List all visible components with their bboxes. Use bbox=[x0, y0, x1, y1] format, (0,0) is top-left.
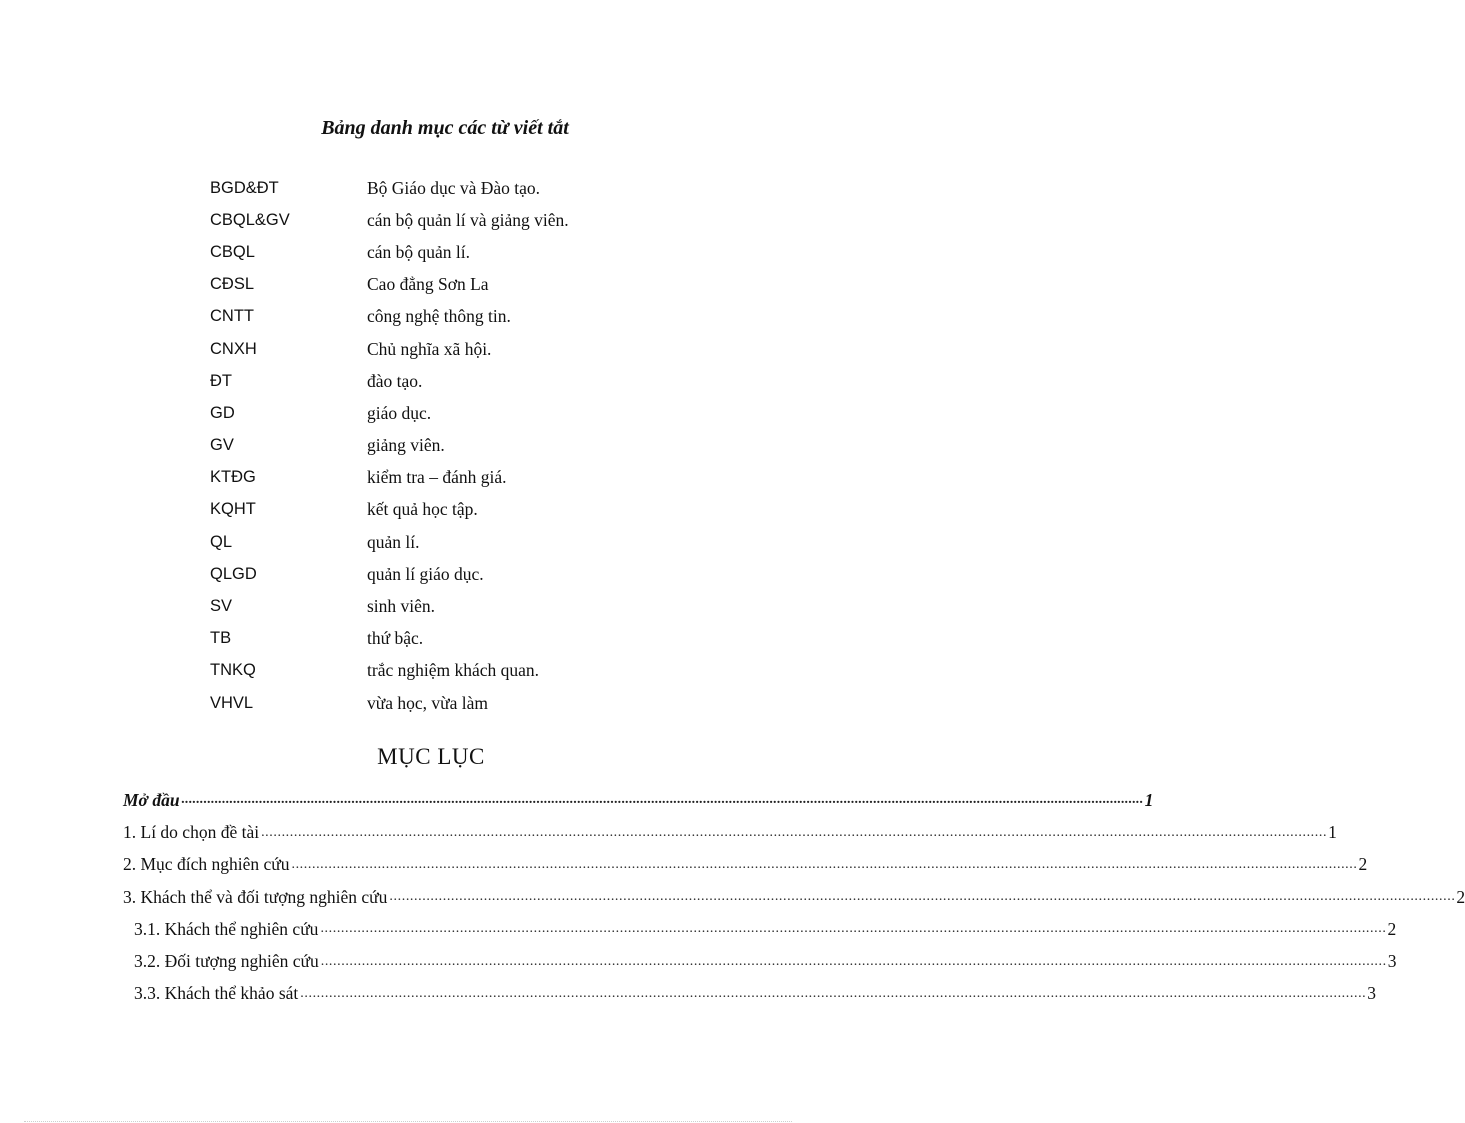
abbreviation-meaning: Bộ Giáo dục và Đào tạo. bbox=[367, 177, 541, 198]
toc-title: MỤC LỤC bbox=[377, 744, 485, 769]
abbreviation-code: CBQL bbox=[210, 242, 255, 261]
toc-entry-label: 1. Lí do chọn đề tài bbox=[123, 821, 260, 842]
abbreviation-meaning: sinh viên. bbox=[367, 596, 436, 617]
abbreviation-meaning: quản lí giáo dục. bbox=[367, 563, 484, 584]
abbreviation-code: TB bbox=[210, 629, 232, 648]
abbreviation-meaning: quản lí. bbox=[367, 531, 420, 552]
abbreviation-code: CĐSL bbox=[210, 275, 255, 294]
toc-page-number: 3 bbox=[1367, 983, 1377, 1004]
abbreviation-row bbox=[210, 623, 690, 655]
toc-entry-label: 3.3. Khách thể khảo sát bbox=[134, 983, 299, 1004]
toc-dot-leader: .................................................................................................................................................................................................................................................................... bbox=[181, 792, 1144, 808]
table-of-contents bbox=[123, 784, 1465, 1010]
toc-entry[interactable] bbox=[123, 849, 1368, 881]
abbreviation-meaning: Chủ nghĩa xã hội. bbox=[367, 338, 492, 359]
toc-page-number: 2 bbox=[1387, 918, 1397, 939]
abbreviation-row bbox=[210, 172, 690, 204]
abbreviation-code: SV bbox=[210, 597, 233, 616]
toc-page-number: 2 bbox=[1358, 854, 1368, 875]
abbreviation-meaning: giáo dục. bbox=[367, 402, 432, 423]
toc-page-number: 1 bbox=[1328, 821, 1337, 842]
abbreviation-meaning: kết quả học tập. bbox=[367, 499, 478, 520]
toc-entry-label: 3. Khách thể và đối tượng nghiên cứu bbox=[123, 886, 388, 907]
abbreviation-code: CBQL&GV bbox=[210, 210, 290, 229]
toc-dot-leader: .................................................................................................................................................................................................................................................................... bbox=[291, 856, 1358, 872]
page-bottom-divider bbox=[24, 1121, 792, 1122]
toc-page-number: 3 bbox=[1387, 951, 1397, 972]
abbreviation-row bbox=[210, 558, 690, 590]
abbreviation-code: GV bbox=[210, 436, 234, 455]
abbreviation-code: CNXH bbox=[210, 339, 257, 358]
abbreviation-row bbox=[210, 204, 690, 236]
abbreviation-meaning: giảng viên. bbox=[367, 435, 445, 456]
abbreviation-row bbox=[210, 236, 690, 268]
abbreviation-meaning: vừa học, vừa làm bbox=[367, 692, 489, 713]
toc-subentry[interactable] bbox=[123, 978, 1377, 1010]
abbreviations-title: Bảng danh mục các từ viết tắt bbox=[321, 117, 569, 139]
abbreviation-code: CNTT bbox=[210, 307, 254, 326]
toc-subentry[interactable] bbox=[123, 913, 1397, 945]
abbreviation-row bbox=[210, 333, 690, 365]
toc-dot-leader: .................................................................................................................................................................................................................................................................... bbox=[261, 824, 1328, 840]
toc-subentry[interactable] bbox=[123, 945, 1397, 977]
toc-entry-label: 3.2. Đối tượng nghiên cứu bbox=[134, 951, 319, 972]
toc-entry[interactable] bbox=[123, 816, 1337, 848]
abbreviation-meaning: Cao đẳng Sơn La bbox=[367, 274, 489, 295]
toc-dot-leader: .................................................................................................................................................................................................................................................................... bbox=[389, 889, 1456, 905]
abbreviation-meaning: kiểm tra – đánh giá. bbox=[367, 467, 507, 488]
toc-page-number: 1 bbox=[1144, 789, 1154, 810]
toc-entry[interactable] bbox=[123, 881, 1465, 913]
abbreviation-row bbox=[210, 687, 690, 719]
abbreviation-row bbox=[210, 430, 690, 462]
abbreviation-row bbox=[210, 494, 690, 526]
abbreviation-meaning: công nghệ thông tin. bbox=[367, 306, 511, 327]
abbreviation-code: GD bbox=[210, 403, 235, 422]
abbreviation-code: TNKQ bbox=[210, 661, 256, 680]
abbreviation-row bbox=[210, 365, 690, 397]
abbreviation-meaning: trắc nghiệm khách quan. bbox=[367, 660, 540, 681]
abbreviation-code: KTĐG bbox=[210, 468, 256, 487]
abbreviation-row bbox=[210, 655, 690, 687]
abbreviation-row bbox=[210, 397, 690, 429]
abbreviation-meaning: cán bộ quản lí và giảng viên. bbox=[367, 209, 569, 230]
toc-dot-leader: .................................................................................................................................................................................................................................................................... bbox=[320, 953, 1387, 969]
abbreviation-meaning: đào tạo. bbox=[367, 370, 423, 391]
abbreviation-row bbox=[210, 526, 690, 558]
abbreviation-code: ĐT bbox=[210, 371, 232, 390]
abbreviation-code: KQHT bbox=[210, 500, 256, 519]
abbreviation-row bbox=[210, 590, 690, 622]
abbreviation-row bbox=[210, 269, 690, 301]
abbreviation-code: VHVL bbox=[210, 693, 254, 712]
abbreviation-code: QLGD bbox=[210, 564, 257, 583]
toc-entry-label: Mở đầu bbox=[123, 789, 180, 810]
toc-entry-label: 3.1. Khách thể nghiên cứu bbox=[134, 918, 319, 939]
abbreviation-meaning: cán bộ quản lí. bbox=[367, 241, 471, 262]
toc-dot-leader: .................................................................................................................................................................................................................................................................... bbox=[300, 986, 1367, 1002]
abbreviation-row bbox=[210, 301, 690, 333]
abbreviation-code: QL bbox=[210, 532, 233, 551]
toc-entry-intro[interactable] bbox=[123, 784, 1154, 816]
abbreviation-meaning: thứ bậc. bbox=[367, 628, 424, 649]
toc-dot-leader: .................................................................................................................................................................................................................................................................... bbox=[320, 921, 1387, 937]
abbreviation-row bbox=[210, 462, 690, 494]
abbreviation-code: BGD&ĐT bbox=[210, 178, 279, 197]
toc-entry-label: 2. Mục đích nghiên cứu bbox=[123, 854, 290, 875]
abbreviations-list bbox=[210, 172, 690, 719]
toc-page-number: 2 bbox=[1456, 886, 1465, 907]
